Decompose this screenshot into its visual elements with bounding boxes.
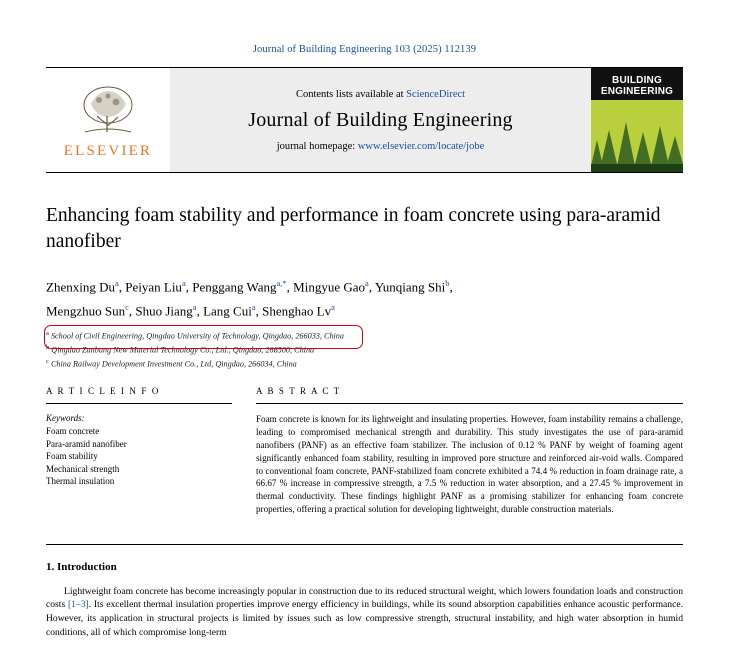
article-info-column — [46, 386, 232, 515]
abstract-heading: A B S T R A C T — [256, 386, 341, 397]
author: Zhenxing Du — [46, 279, 115, 295]
author-line-1: Zhenxing Du$^a$, Peiyan Liu$^a$, Penggang Wang$^{a,*}$, Mingyue Gao$^a$, Yunqiang Shi$^b$, — [46, 278, 453, 295]
citation-link[interactable]: [1–3] — [67, 599, 89, 611]
publisher-logo — [46, 68, 170, 172]
keyword-item: Mechanical strength — [46, 463, 120, 474]
author: Yunqiang Shi — [374, 279, 446, 295]
author-affil-mark[interactable]: c — [125, 302, 129, 313]
author-affil-mark[interactable]: a — [192, 302, 197, 313]
author-affil-mark[interactable]: a — [251, 302, 256, 313]
abstract-rule — [256, 403, 683, 404]
article-info-heading: A R T I C L E I N F O — [46, 386, 160, 397]
author-affil-mark[interactable]: a — [331, 302, 335, 313]
affil-mark: c — [46, 358, 49, 366]
page-title: Enhancing foam stability and performance in foam concrete using para-aramid nanofiber — [46, 205, 661, 252]
affil-text: China Railway Development Investment Co., Ltd, Qingdao, 266034, China — [50, 359, 297, 369]
abstract-text: Foam concrete is known for its lightweight and insulating properties. However, foam instability remains a challenge, leading to compromised mechanical strength and durability. This study investigates the use of para-aramid nanofibers (PANF) as an effective foam stabilizer. The inclusion of 0.12 % PANF by weight of foaming agent significantly enhanced foam stability, resulting in improved pore structure and reinforced air-void walls. Compared to conventional foam concrete, PANF-stabilized foam concrete exhibited a 74.4 % reduction in foam drainage rate, a 66.67 % increase in compressive strength, a 7.5 % reduction in water absorption, and a 27.45 % improvement in thermal conductivity. These findings highlight PANF as a promising stabilizer for enhancing foam concrete properties, offering a practical solution for developing lightweight, durable construction materials. — [256, 414, 683, 514]
journal-masthead — [46, 67, 683, 173]
sciencedirect-link[interactable]: ScienceDirect — [406, 88, 466, 100]
masthead-center — [170, 68, 591, 172]
affiliation-item — [46, 328, 683, 342]
affiliation-item — [46, 342, 683, 356]
affil-text: Qingdao Zanbang New Material Technology Co., Ltd., Qingdao, 266500, China — [51, 345, 315, 355]
keyword-item: Para-aramid nanofiber — [46, 438, 127, 449]
author: Penggang Wang — [192, 279, 277, 295]
journal-cover-thumbnail — [591, 68, 683, 172]
keyword-item: Thermal insulation — [46, 476, 115, 487]
author-affil-mark[interactable]: a,* — [276, 278, 287, 288]
author: Mengzhuo Sun — [46, 303, 126, 319]
author-affil-mark[interactable]: a — [114, 278, 119, 288]
journal-title: Journal of Building Engineering — [248, 108, 513, 131]
author: Lang Cui — [203, 303, 252, 319]
cover-title — [591, 75, 683, 97]
author-affil-mark[interactable]: a — [365, 278, 369, 288]
author: Shuo Jiang — [135, 303, 193, 319]
abstract-column — [256, 386, 683, 515]
author: Peiyan Liu — [125, 279, 182, 295]
running-head: Journal of Building Engineering 103 (2025) 112139 — [252, 44, 477, 55]
title-block — [46, 203, 683, 370]
affil-text: School of Civil Engineering, Qingdao University of Technology, Qingdao, 266033, China — [50, 331, 344, 341]
introduction-paragraph — [46, 585, 683, 639]
cover-artwork — [591, 100, 683, 172]
affiliation-list — [46, 328, 683, 371]
homepage-line — [277, 141, 485, 152]
author-list — [46, 273, 683, 322]
author-affil-mark[interactable]: a — [181, 278, 186, 288]
homepage-prefix: journal homepage: — [276, 140, 358, 152]
author-line-2: Mengzhuo Sun$^c$, Shuo Jiang$^a$, Lang Cui$^a$, Shenghao Lv$^a$ — [46, 302, 335, 319]
contents-prefix: Contents lists available at — [295, 88, 407, 100]
affil-mark: a — [46, 329, 49, 337]
article-info-rule — [46, 403, 232, 404]
affiliation-item — [46, 356, 683, 370]
cover-trees-icon — [591, 100, 683, 172]
journal-homepage-link[interactable]: www.elsevier.com/locate/jobe — [357, 140, 485, 152]
author-affil-mark[interactable]: b — [445, 278, 450, 288]
elsevier-tree-icon — [71, 82, 145, 142]
body-separator — [46, 544, 683, 545]
section-heading-introduction: 1. Introduction — [46, 560, 117, 573]
keyword-item: Foam stability — [46, 451, 98, 462]
cover-title-line2: ENGINEERING — [600, 86, 674, 97]
keyword-item: Foam concrete — [46, 426, 100, 437]
contents-line — [296, 89, 465, 100]
cover-title-line1: BUILDING — [612, 75, 662, 86]
intro-text-after-ref: . Its excellent thermal insulation properties improve energy efficiency in buildings, while its sound absorption capabilities enhance acoustic performance. However, its application in structural projects is limited by issues such as low compressive strength, structural instability, and high water absorption in humid conditions, all of which compromise long-term — [46, 599, 683, 638]
keywords-label: Keywords: — [46, 413, 85, 424]
affil-mark: b — [46, 343, 50, 351]
info-abstract-section — [46, 386, 683, 515]
intro-text-before-ref: Lightweight foam concrete has become increasingly popular in construction due to its reduced structural weight, which lowers foundation loads and construction costs — [46, 585, 683, 611]
author: Mingyue Gao — [293, 279, 366, 295]
author: Shenghao Lv — [262, 303, 332, 319]
elsevier-wordmark: ELSEVIER — [63, 143, 153, 159]
keywords-list — [46, 425, 232, 488]
